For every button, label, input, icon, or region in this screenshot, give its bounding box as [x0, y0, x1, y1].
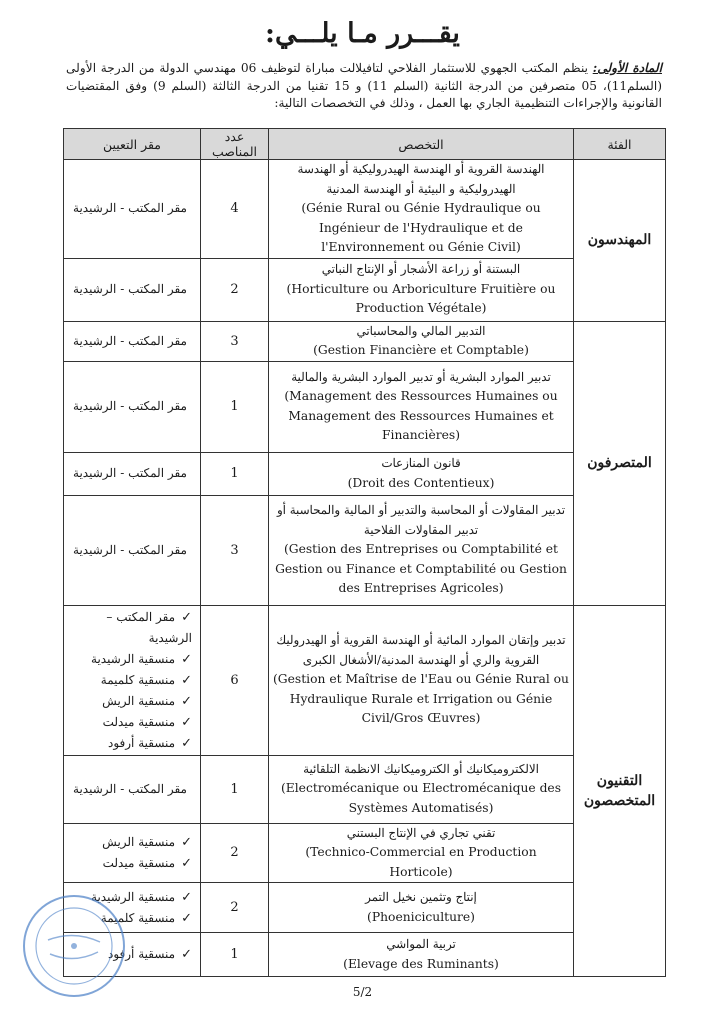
- specialty-cell: [269, 321, 574, 361]
- table-row: [64, 321, 666, 361]
- specialty-arabic: تدبير الموارد البشرية أو تدبير الموارد البشرية والمالية: [291, 369, 551, 384]
- seat-line: [68, 540, 196, 561]
- seat-text: مقر المكتب - الرشيدية: [73, 399, 187, 413]
- seat-text: منسقية أرفود: [107, 947, 176, 961]
- article-text: ينظم المكتب الجهوي للاستثمار الفلاحي لتافيلالت مباراة لتوظيف 06 مهندسي الدولة من الدرجة الأولى (السلم11)، 05 متصرفين من الدرجة الثانية (السلم 11) و 15 تقنيا من الدرجة الثالثة (السلم 9) وفق المقتضيات القانونية والإجراءات التنظيمية الجاري بها العمل ، وذلك في التخصصات التالية:: [66, 61, 662, 110]
- specialty-cell: [269, 755, 574, 823]
- specialty-cell: [269, 160, 574, 259]
- seat-text: منسقية الريش: [102, 834, 176, 849]
- specialty-french: (Elevage des Ruminants): [343, 956, 499, 971]
- seat-text: منسقية كلميمة: [100, 910, 176, 925]
- seat-line: [68, 463, 196, 484]
- seat-line: [68, 733, 196, 754]
- seat-line: [68, 691, 196, 712]
- seat-cell: [64, 605, 201, 755]
- count-cell: 3: [201, 495, 269, 605]
- seat-text: منسقية ميدلت: [102, 714, 176, 729]
- specialty-arabic: البستنة أو زراعة الأشجار أو الإنتاج النباتي: [321, 262, 521, 277]
- table-header-row: [64, 129, 666, 160]
- specialty-french: (Horticulture ou Arboriculture Fruitière ou Production Végétale): [286, 281, 556, 316]
- table-row: [64, 605, 666, 755]
- specialty-french: (Gestion Financière et Comptable): [313, 343, 529, 357]
- specialty-cell: [269, 883, 574, 933]
- seat-cell: [64, 321, 201, 361]
- seat-line: [68, 649, 196, 670]
- seat-text: منسقية كلميمة: [100, 672, 176, 687]
- category-cell: [574, 605, 666, 977]
- count-cell: 1: [201, 452, 269, 495]
- specialty-cell: [269, 495, 574, 605]
- specialty-cell: [269, 933, 574, 977]
- seat-text: مقر المكتب - الرشيدية: [73, 466, 187, 480]
- seat-text: منسقية ميدلت: [102, 855, 176, 870]
- seat-line: [68, 198, 196, 219]
- category-label: المتخصصون: [583, 792, 656, 809]
- seat-text: منسقية الريش: [102, 693, 176, 708]
- seat-text: مقر المكتب - الرشيدية: [73, 542, 187, 557]
- seat-text: مقر المكتب - الرشيدية: [73, 781, 187, 796]
- seat-line: [68, 279, 196, 300]
- specialty-french: (Gestion des Entreprises ou Comptabilité et Gestion ou Finance et Comptabilité ou Gestion des Entreprises Agricoles): [275, 542, 567, 596]
- check-icon: ✓: [181, 834, 192, 850]
- seat-line: [68, 853, 196, 874]
- seat-cell: [64, 755, 201, 823]
- specialty-arabic: إنتاج وتثمين نخيل التمر: [365, 890, 477, 904]
- count-cell: 6: [201, 605, 269, 755]
- specialty-cell: [269, 452, 574, 495]
- specialty-cell: [269, 258, 574, 321]
- check-icon: ✓: [181, 714, 192, 730]
- seat-text: منسقية الرشيدية: [91, 651, 176, 666]
- count-cell: 1: [201, 361, 269, 452]
- article-label: المادة الأولى:: [592, 61, 662, 75]
- specialty-cell: [269, 361, 574, 452]
- positions-table: [63, 128, 666, 977]
- page-number: 5/2: [352, 985, 373, 999]
- check-icon: ✓: [181, 609, 192, 625]
- specialty-french: (Management des Ressources Humaines ou Management des Ressources Humaines et Financières): [284, 389, 558, 442]
- specialty-french: (Génie Rural ou Génie Hydraulique ou Ingénieur de l'Hydraulique et de l'Environnement ou Génie Civil): [301, 201, 541, 254]
- specialty-french: (Droit des Contentieux): [347, 475, 495, 490]
- seat-cell: [64, 160, 201, 259]
- specialty-french: (Gestion et Maîtrise de l'Eau ou Génie Rural ou Hydraulique Rurale et Irrigation ou Génie Civil/Gros Œuvres): [273, 672, 569, 726]
- header-seat: مقر التعيين: [64, 129, 201, 160]
- seat-cell: [64, 361, 201, 452]
- specialty-arabic: الهندسة القروية أو الهندسة الهيدروليكية أو الهندسة الهيدروليكية و البيئية أو الهندسة المدنية: [297, 162, 545, 196]
- specialty-arabic: الالكتروميكانيك أو الكتروميكانيك الانظمة التلقائية: [303, 761, 539, 776]
- check-icon: ✓: [181, 672, 192, 688]
- specialty-arabic: تدبير المقاولات أو المحاسبة والتدبير أو المالية والمحاسبة أو تدبير المقاولات الفلاحية: [276, 503, 565, 537]
- header-category: الفئة: [574, 129, 666, 160]
- seat-text: منسقية أرفود: [107, 735, 176, 750]
- specialty-cell: [269, 605, 574, 755]
- seat-line: [68, 712, 196, 733]
- seat-line: [68, 779, 196, 800]
- count-cell: 2: [201, 258, 269, 321]
- seat-text: مقر المكتب - الرشيدية: [73, 282, 187, 296]
- seat-line: [68, 832, 196, 853]
- count-cell: 2: [201, 883, 269, 933]
- specialty-arabic: قانون المنازعات: [381, 456, 461, 470]
- check-icon: ✓: [181, 735, 192, 751]
- seat-cell: [64, 495, 201, 605]
- specialty-arabic: تدبير وإتقان الموارد المائية أو الهندسة القروية أو الهيدروليك القروية والري أو الهندسة المدنية/الأشغال الكبرى: [276, 633, 566, 667]
- check-icon: ✓: [181, 947, 192, 962]
- specialty-arabic: التدبير المالي والمحاسباتي: [356, 323, 486, 338]
- seat-text: مقر المكتب - الرشيدية: [73, 333, 187, 348]
- count-cell: 1: [201, 755, 269, 823]
- specialty-french: (Technico-Commercial en Production Horticole): [305, 845, 537, 879]
- count-cell: 3: [201, 321, 269, 361]
- table-body: [64, 160, 666, 977]
- count-cell: 2: [201, 823, 269, 883]
- count-cell: 1: [201, 933, 269, 977]
- page-title: يقـــرر مـا يلـــي:: [265, 18, 460, 49]
- seat-cell: [64, 258, 201, 321]
- seat-line: [68, 607, 196, 649]
- specialty-french: (Phoeniciculture): [367, 909, 475, 924]
- seat-line: [68, 670, 196, 691]
- category-label: التقنيون: [596, 772, 643, 789]
- header-specialty: التخصص: [269, 129, 574, 160]
- specialty-arabic: تربية المواشي: [386, 937, 456, 951]
- seat-text: مقر المكتب – الرشيدية: [106, 609, 192, 645]
- specialty-arabic: تقني تجاري في الإنتاج البستني: [346, 825, 496, 840]
- seat-line: [68, 331, 196, 352]
- specialty-cell: [269, 823, 574, 883]
- seat-cell: [64, 452, 201, 495]
- seat-text: مقر المكتب - الرشيدية: [73, 201, 187, 216]
- seat-cell: [64, 823, 201, 883]
- seat-line: [68, 396, 196, 417]
- table-row: [64, 160, 666, 259]
- check-icon: ✓: [181, 651, 192, 667]
- category-cell: المتصرفون: [574, 321, 666, 605]
- intro-paragraph: [66, 60, 662, 113]
- check-icon: ✓: [181, 855, 192, 871]
- check-icon: ✓: [181, 693, 192, 709]
- category-cell: المهندسون: [574, 160, 666, 322]
- check-icon: ✓: [181, 889, 192, 905]
- count-cell: 4: [201, 160, 269, 259]
- check-icon: ✓: [181, 910, 192, 926]
- seat-text: منسقية الرشيدية: [91, 889, 176, 904]
- header-count: عدد المناصب: [201, 129, 269, 160]
- specialty-french: (Electromécanique ou Electromécanique des Systèmes Automatisés): [280, 781, 562, 815]
